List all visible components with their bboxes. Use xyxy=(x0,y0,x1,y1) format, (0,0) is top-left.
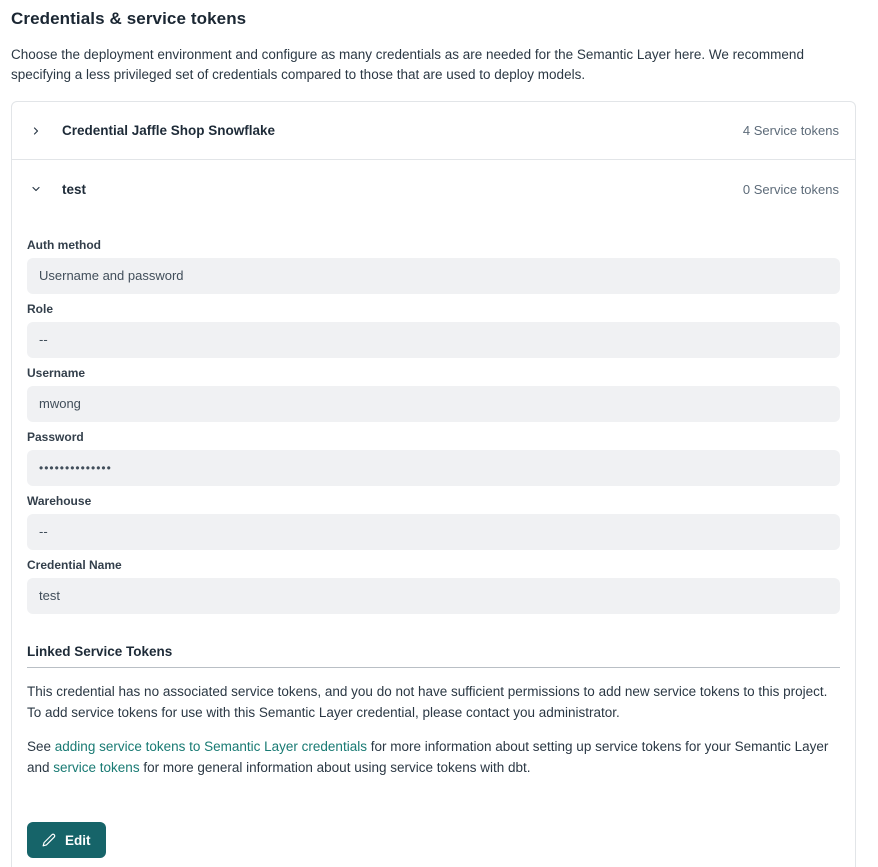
service-token-count: 0 Service tokens xyxy=(742,181,839,197)
edit-button[interactable] xyxy=(27,822,106,858)
role-label: Role xyxy=(27,302,54,316)
field-password xyxy=(27,430,840,486)
field-username xyxy=(27,366,840,422)
linked-service-tokens-heading: Linked Service Tokens xyxy=(27,644,173,659)
credentials-card xyxy=(11,101,856,867)
credential-name: test xyxy=(62,181,87,197)
field-warehouse xyxy=(27,494,840,550)
tokens-info-message xyxy=(27,736,837,778)
warehouse-label: Warehouse xyxy=(27,494,92,508)
no-tokens-message: This credential has no associated service tokens, and you do not have sufficient permissions to add new service tokens to this project. To add service tokens for use with this Semantic Layer credential, please contact you administrator. xyxy=(27,684,828,720)
credential-row-jaffle-shop[interactable] xyxy=(12,102,855,160)
service-token-count: 4 Service tokens xyxy=(742,123,839,138)
service-tokens-link[interactable]: service tokens xyxy=(53,760,140,775)
text-segment: for more information about setting up service tokens for your Semantic Layer and xyxy=(27,739,829,775)
text-segment: for more general information about using service tokens with dbt. xyxy=(139,760,531,775)
field-role xyxy=(27,302,840,358)
password-label: Password xyxy=(27,430,84,444)
chevron-down-icon[interactable] xyxy=(30,183,42,195)
credential-name-label: Credential Name xyxy=(27,558,122,572)
page-description: Choose the deployment environment and configure as many credentials as are needed for the Semantic Layer here. We recommend specifying a less privileged set of credentials compared to those that are used to deploy models. xyxy=(11,47,804,82)
edit-button-label: Edit xyxy=(65,832,91,848)
username-value: mwong xyxy=(27,386,840,422)
semantic-layer-credentials-link[interactable]: adding service tokens to Semantic Layer credentials xyxy=(54,739,367,754)
auth-method-value: Username and password xyxy=(27,258,840,294)
role-value: -- xyxy=(27,322,840,358)
field-auth-method xyxy=(27,238,840,294)
warehouse-value: -- xyxy=(27,514,840,550)
chevron-right-icon[interactable] xyxy=(30,125,42,137)
credential-name-value: test xyxy=(27,578,840,614)
field-credential-name xyxy=(27,558,840,614)
page-title: Credentials & service tokens xyxy=(11,9,247,28)
text-segment: See xyxy=(27,739,55,754)
pencil-icon xyxy=(42,833,56,847)
credential-name: Credential Jaffle Shop Snowflake xyxy=(62,123,276,138)
section-divider xyxy=(27,667,840,668)
credential-row-test[interactable] xyxy=(12,160,855,218)
username-label: Username xyxy=(27,366,86,380)
credential-details xyxy=(12,218,855,867)
auth-method-label: Auth method xyxy=(27,238,101,252)
password-value: •••••••••••••• xyxy=(27,450,840,486)
